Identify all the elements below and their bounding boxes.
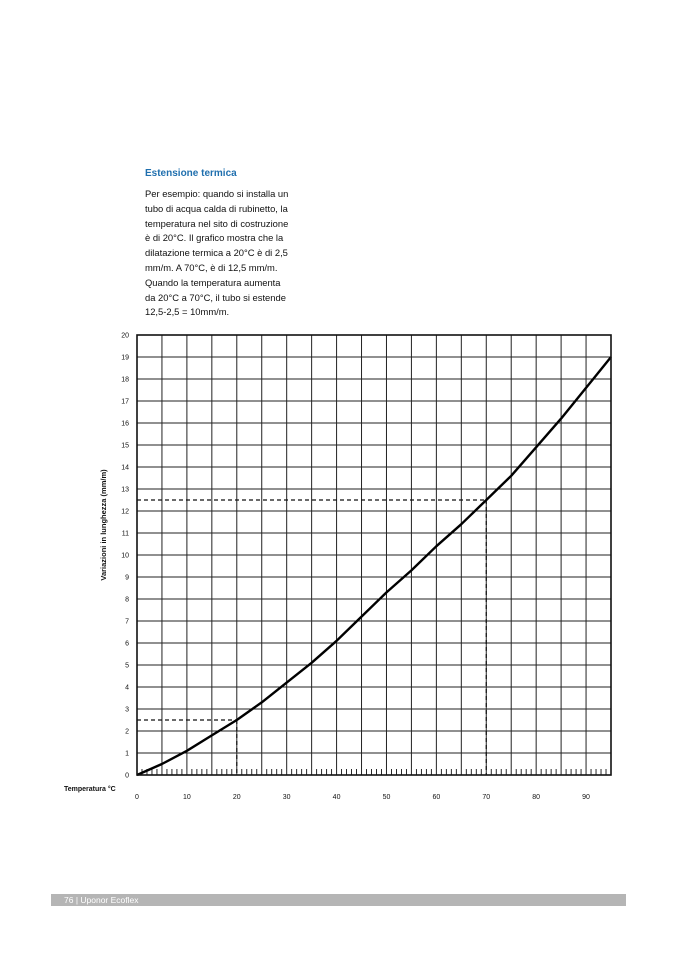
y-tick-label: 6 <box>125 640 129 648</box>
y-tick-label: 5 <box>125 662 129 670</box>
y-tick-label: 3 <box>125 706 129 714</box>
y-tick-label: 7 <box>125 618 129 626</box>
y-tick-label: 15 <box>121 442 129 450</box>
footer-bar <box>51 894 626 906</box>
x-tick-label: 70 <box>482 794 491 801</box>
x-tick-label: 90 <box>582 794 590 801</box>
intro-line: mm/m. A 70°C, è di 12,5 mm/m. <box>145 261 278 273</box>
intro-line: dilatazione termica a 20°C è di 2,5 <box>145 247 288 259</box>
y-tick-label: 19 <box>121 354 129 362</box>
y-tick-labels <box>121 333 129 780</box>
x-tick-label: 80 <box>532 794 541 801</box>
x-tick-labels <box>135 794 590 801</box>
intro-line: da 20°C a 70°C, il tubo si estende <box>145 291 286 303</box>
y-tick-label: 16 <box>121 420 129 428</box>
y-tick-label: 4 <box>125 684 129 692</box>
x-tick-label: 60 <box>432 794 441 801</box>
y-axis-label: Variazioni in lunghezza (mm/m) <box>99 469 108 581</box>
section-title: Estensione termica <box>145 168 237 179</box>
y-tick-label: 8 <box>125 596 129 604</box>
intro-line: temperatura nel sito di costruzione <box>145 217 289 229</box>
intro-line: è di 20°C. Il grafico mostra che la <box>145 232 284 244</box>
y-tick-label: 9 <box>125 574 129 582</box>
intro-line: Per esempio: quando si installa un <box>145 188 289 199</box>
y-tick-label: 17 <box>121 398 129 406</box>
y-tick-label: 13 <box>121 486 129 494</box>
footer-page-label: 76 | Uponor Ecoflex <box>64 895 139 905</box>
y-tick-label: 10 <box>121 552 129 560</box>
x-tick-label: 20 <box>232 794 241 801</box>
y-tick-label: 11 <box>121 530 129 538</box>
intro-line: tubo di acqua calda di rubinetto, la <box>145 202 288 214</box>
intro-line: Quando la temperatura aumenta <box>145 276 281 288</box>
y-tick-label: 1 <box>125 750 129 758</box>
x-axis-label: Temperatura °C <box>64 786 116 793</box>
x-tick-label: 0 <box>135 794 139 801</box>
x-tick-label: 10 <box>182 794 191 801</box>
x-tick-label: 30 <box>282 794 291 801</box>
y-tick-label: 2 <box>125 728 129 736</box>
y-tick-label: 14 <box>121 464 129 472</box>
intro-line: 12,5-2,5 = 10mm/m. <box>145 306 230 318</box>
series-line <box>137 357 611 775</box>
y-tick-label: 18 <box>121 376 129 384</box>
x-tick-label: 40 <box>332 794 341 801</box>
y-tick-label: 0 <box>125 772 129 780</box>
chart-series <box>137 357 611 775</box>
y-tick-label: 12 <box>121 508 129 516</box>
chart-grid <box>137 335 611 775</box>
y-tick-label: 20 <box>121 332 129 340</box>
x-tick-label: 50 <box>382 794 391 801</box>
